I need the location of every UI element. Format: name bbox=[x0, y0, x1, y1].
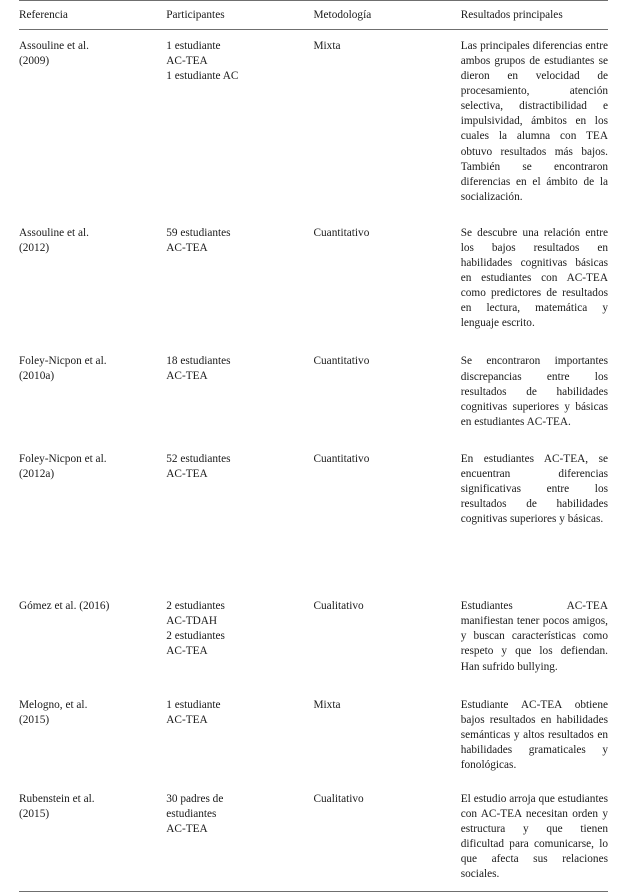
row-spacer bbox=[19, 331, 608, 345]
reference-lines bbox=[19, 452, 158, 482]
participants-line: AC-TEA bbox=[166, 54, 305, 69]
reference-lines bbox=[19, 39, 158, 69]
participants-line: 30 padres de bbox=[166, 792, 305, 807]
row-spacer-cell bbox=[19, 430, 608, 443]
table-row bbox=[19, 217, 608, 332]
cell-participantes bbox=[166, 217, 313, 332]
reference-line: (2009) bbox=[19, 54, 158, 69]
column-header-metodologia: Metodología bbox=[314, 1, 461, 30]
row-spacer bbox=[19, 675, 608, 689]
reference-line: (2012a) bbox=[19, 467, 158, 482]
participants-line: 2 estudiantes bbox=[166, 599, 305, 614]
column-header-participantes: Participantes bbox=[166, 1, 313, 30]
cell-metodologia: Cuantitativo bbox=[314, 443, 461, 527]
reference-line: Foley-Nicpon et al. bbox=[19, 452, 158, 467]
participants-line: AC-TEA bbox=[166, 822, 305, 837]
row-spacer bbox=[19, 773, 608, 783]
reference-line: Assouline et al. bbox=[19, 39, 158, 54]
reference-lines bbox=[19, 354, 158, 384]
reference-line: (2010a) bbox=[19, 369, 158, 384]
cell-metodologia: Mixta bbox=[314, 689, 461, 773]
row-spacer bbox=[19, 882, 608, 892]
participants-line: AC-TEA bbox=[166, 369, 305, 384]
cell-resultados: Se descubre una relación entre los bajos resultados en habilidades cognitivas básicas en estudiantes con AC-TEA como predictores de resultados en lectura, matemática y lenguaje escrito. bbox=[461, 217, 608, 332]
participants-lines bbox=[166, 599, 305, 659]
participants-line: AC-TDAH bbox=[166, 614, 305, 629]
table-row bbox=[19, 590, 608, 674]
cell-metodologia: Cualitativo bbox=[314, 783, 461, 882]
cell-metodologia: Mixta bbox=[314, 30, 461, 205]
cell-metodologia: Cualitativo bbox=[314, 590, 461, 674]
cell-referencia bbox=[19, 689, 166, 773]
cell-participantes bbox=[166, 345, 313, 429]
participants-lines bbox=[166, 226, 305, 256]
participants-line: 18 estudiantes bbox=[166, 354, 305, 369]
participants-line: AC-TEA bbox=[166, 644, 305, 659]
row-spacer-cell bbox=[19, 675, 608, 689]
reference-line: (2012) bbox=[19, 241, 158, 256]
participants-line: 59 estudiantes bbox=[166, 226, 305, 241]
participants-line: 2 estudiantes bbox=[166, 629, 305, 644]
row-spacer bbox=[19, 430, 608, 443]
cell-referencia bbox=[19, 217, 166, 332]
literature-review-table bbox=[19, 0, 608, 892]
cell-referencia bbox=[19, 30, 166, 205]
cell-resultados: Las principales diferencias entre ambos grupos de estudiantes se dieron en velocidad de procesamiento, atención selectiva, distractibilidad e impulsividad, ámbitos en los cuales la alumna con TEA obtuvo resultados más bajos. También se encontraron diferencias en el ámbito de la socialización. bbox=[461, 30, 608, 205]
participants-line: 1 estudiante bbox=[166, 39, 305, 54]
participants-line: AC-TEA bbox=[166, 241, 305, 256]
table-row bbox=[19, 345, 608, 429]
row-spacer-cell bbox=[19, 527, 608, 590]
table-row bbox=[19, 689, 608, 773]
column-header-referencia: Referencia bbox=[19, 1, 166, 30]
cell-resultados: En estudiantes AC-TEA, se encuentran diferencias significativas entre los resultados de habilidades cognitivas superiores y básicas. bbox=[461, 443, 608, 527]
table-header bbox=[19, 1, 608, 30]
table-header-row bbox=[19, 1, 608, 30]
cell-resultados: Se encontraron importantes discrepancias entre los resultados de habilidades cognitivas superiores y básicas en estudiantes AC-TEA. bbox=[461, 345, 608, 429]
cell-referencia bbox=[19, 783, 166, 882]
cell-resultados: El estudio arroja que estudiantes con AC-TEA necesitan orden y estructura y que tienen dificultad para comunicarse, lo que afecta sus relaciones sociales. bbox=[461, 783, 608, 882]
reference-lines bbox=[19, 226, 158, 256]
reference-lines bbox=[19, 698, 158, 728]
participants-line: AC-TEA bbox=[166, 467, 305, 482]
participants-line: AC-TEA bbox=[166, 713, 305, 728]
cell-referencia bbox=[19, 590, 166, 674]
participants-line: 1 estudiante AC bbox=[166, 69, 305, 84]
cell-referencia bbox=[19, 345, 166, 429]
row-spacer-cell bbox=[19, 882, 608, 892]
cell-resultados: Estudiante AC-TEA obtiene bajos resultados en habilidades semánticas y altos resultados en habilidades gramaticales y fonológicas. bbox=[461, 689, 608, 773]
participants-line: 1 estudiante bbox=[166, 698, 305, 713]
reference-line: (2015) bbox=[19, 807, 158, 822]
row-spacer-cell bbox=[19, 331, 608, 345]
reference-line: Foley-Nicpon et al. bbox=[19, 354, 158, 369]
cell-participantes bbox=[166, 689, 313, 773]
cell-participantes bbox=[166, 783, 313, 882]
cell-metodologia: Cuantitativo bbox=[314, 345, 461, 429]
cell-resultados: Estudiantes AC-TEA manifiestan tener pocos amigos, y buscan características como respeto y que los defiendan. Han sufrido bullying. bbox=[461, 590, 608, 674]
row-spacer-cell bbox=[19, 205, 608, 217]
reference-lines bbox=[19, 792, 158, 822]
cell-participantes bbox=[166, 443, 313, 527]
reference-lines bbox=[19, 599, 158, 614]
reference-line: (2015) bbox=[19, 713, 158, 728]
participants-lines bbox=[166, 792, 305, 837]
cell-metodologia: Cuantitativo bbox=[314, 217, 461, 332]
table-row bbox=[19, 783, 608, 882]
participants-lines bbox=[166, 452, 305, 482]
table-row bbox=[19, 30, 608, 205]
participants-lines bbox=[166, 354, 305, 384]
participants-lines bbox=[166, 39, 305, 84]
reference-line: Gómez et al. (2016) bbox=[19, 599, 158, 614]
reference-line: Rubenstein et al. bbox=[19, 792, 158, 807]
row-spacer-cell bbox=[19, 773, 608, 783]
reference-line: Melogno, et al. bbox=[19, 698, 158, 713]
table-row bbox=[19, 443, 608, 527]
participants-line: 52 estudiantes bbox=[166, 452, 305, 467]
column-header-resultados-principales: Resultados principales bbox=[461, 1, 608, 30]
reference-line: Assouline et al. bbox=[19, 226, 158, 241]
cell-participantes bbox=[166, 30, 313, 205]
participants-lines bbox=[166, 698, 305, 728]
participants-line: estudiantes bbox=[166, 807, 305, 822]
cell-participantes bbox=[166, 590, 313, 674]
row-spacer-large bbox=[19, 527, 608, 590]
table-body bbox=[19, 30, 608, 892]
row-spacer bbox=[19, 205, 608, 217]
cell-referencia bbox=[19, 443, 166, 527]
